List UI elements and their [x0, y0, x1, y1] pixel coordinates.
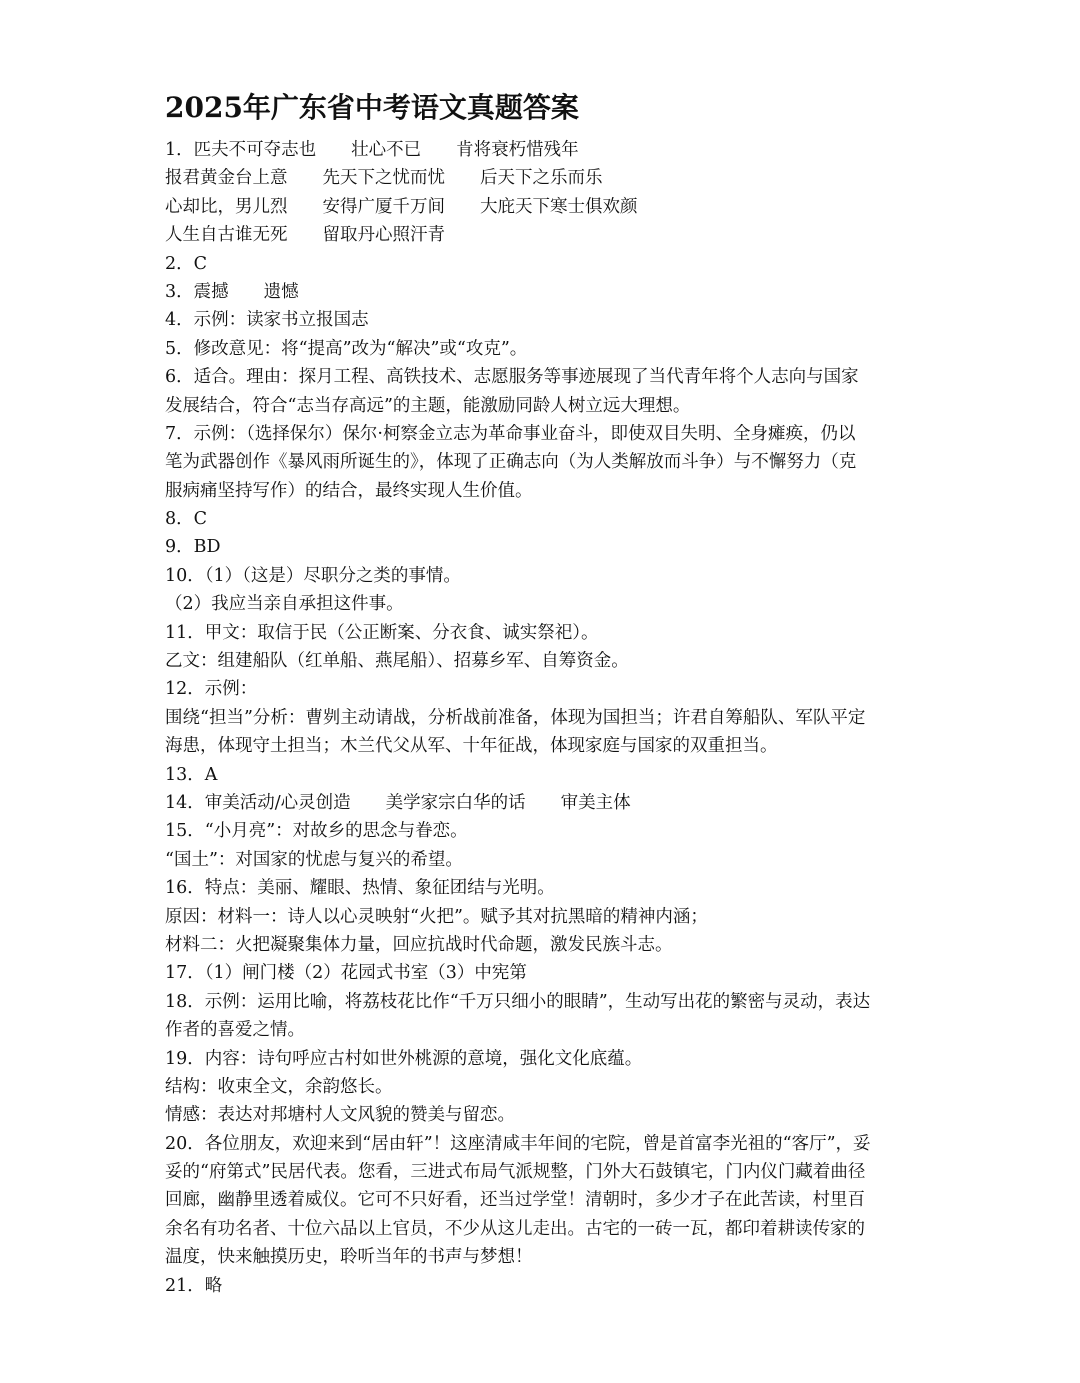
answer-line: 材料二：火把凝聚集体力量，回应抗战时代命题，激发民族斗志。	[165, 934, 673, 955]
answer-line: 10．（1）（这是）尽职分之类的事情。	[165, 565, 461, 586]
answer-line: 8．C	[165, 509, 208, 530]
answer-line: 5．修改意见：将“提高”改为“解决”或“攻克”。	[165, 338, 528, 359]
answer-line: 7．示例：（选择保尔）保尔·柯察金立志为革命事业奋斗，即使双目失明、全身瘫痪，仍以	[165, 423, 856, 444]
answer-line: 原因：材料一：诗人以心灵映射“火把”。赋予其对抗黑暗的精神内涵；	[165, 906, 708, 927]
answer-line: 20．各位朋友，欢迎来到“居由轩”！这座清咸丰年间的宅院，曾是首富李光祖的“客厅”，妥	[165, 1133, 871, 1154]
answer-line: 16．特点：美丽、耀眼、热情、象征团结与光明。	[165, 878, 555, 899]
answer-line: 13．A	[165, 764, 218, 785]
answer-line: 妥的“府第式”民居代表。您看，三进式布局气派规整，门外大石鼓镇宅，门内仪门藏着曲径	[165, 1162, 866, 1183]
answer-line: 18．示例：运用比喻，将荔枝花比作“千万只细小的眼睛”，生动写出花的繁密与灵动，表达	[165, 991, 871, 1012]
answer-line: 发展结合，符合“志当存高远”的主题，能激励同龄人树立远大理想。	[165, 395, 691, 416]
answer-line: “国土”：对国家的忧虑与复兴的希望。	[165, 849, 463, 870]
answer-line: 作者的喜爱之情。	[165, 1020, 305, 1041]
answer-line: 温度，快来触摸历史，聆听当年的书声与梦想！	[165, 1247, 533, 1268]
answer-line: 乙文：组建船队（红单船、燕尾船）、招募乡军、自筹资金。	[165, 651, 629, 672]
answer-line: 2．C	[165, 253, 208, 274]
answer-line: 15．“小月亮”：对故乡的思念与眷恋。	[165, 821, 468, 842]
answer-line: 余名有功名者、十位六品以上官员，不少从这儿走出。古宅的一砖一瓦，都印着耕读传家的	[165, 1218, 865, 1239]
answer-line: 14．审美活动/心灵创造 美学家宗白华的话 审美主体	[165, 792, 631, 813]
answer-line: 情感：表达对邦塘村人文风貌的赞美与留恋。	[165, 1105, 515, 1126]
answer-list	[165, 136, 925, 1300]
answer-line: 19．内容：诗句呼应古村如世外桃源的意境，强化文化底蕴。	[165, 1048, 643, 1069]
answer-line: 围绕“担当”分析：曹刿主动请战，分析战前准备，体现为国担当；许君自筹船队、军队平定	[165, 707, 866, 728]
answer-line: 17．（1）闸门楼（2）花园式书室（3）中宪第	[165, 963, 527, 984]
answer-line: 1．匹夫不可夺志也 壮心不已 肯将衰朽惜残年	[165, 140, 579, 160]
answer-line: （2）我应当亲自承担这件事。	[165, 594, 404, 615]
answer-line: 海患，体现守土担当；木兰代父从军、十年征战，体现家庭与国家的双重担当。	[165, 736, 778, 757]
answer-line: 12．示例：	[165, 679, 258, 700]
answer-line: 21．略	[165, 1275, 223, 1296]
answer-line: 回廊，幽静里透着威仪。它可不只好看，还当过学堂！清朝时，多少才子在此苦读，村里百	[165, 1190, 865, 1211]
answer-line: 3．震撼 遗憾	[165, 281, 299, 302]
answer-line: 6．适合。理由：探月工程、高铁技术、志愿服务等事迹展现了当代青年将个人志向与国家	[165, 367, 859, 388]
answer-line: 结构：收束全文，余韵悠长。	[165, 1076, 393, 1097]
answer-line: 人生自古谁无死 留取丹心照汗青	[165, 225, 445, 246]
answer-line: 4．示例：读家书立报国志	[165, 310, 369, 331]
answer-line: 服病痛坚持写作）的结合，最终实现人生价值。	[165, 480, 533, 501]
answer-line: 报君黄金台上意 先天下之忧而忧 后天下之乐而乐	[165, 168, 603, 189]
answer-line: 9．BD	[165, 537, 221, 558]
answer-line: 笔为武器创作《暴风雨所诞生的》，体现了正确志向（为人类解放而斗争）与不懈努力（克	[165, 452, 857, 473]
answer-line: 心却比，男儿烈 安得广厦千万间 大庇天下寒士俱欢颜	[165, 196, 638, 217]
answer-line: 11．甲文：取信于民（公正断案、分衣食、诚实祭祀）。	[165, 622, 599, 643]
document-title: 2025年广东省中考语文真题答案	[165, 91, 579, 124]
